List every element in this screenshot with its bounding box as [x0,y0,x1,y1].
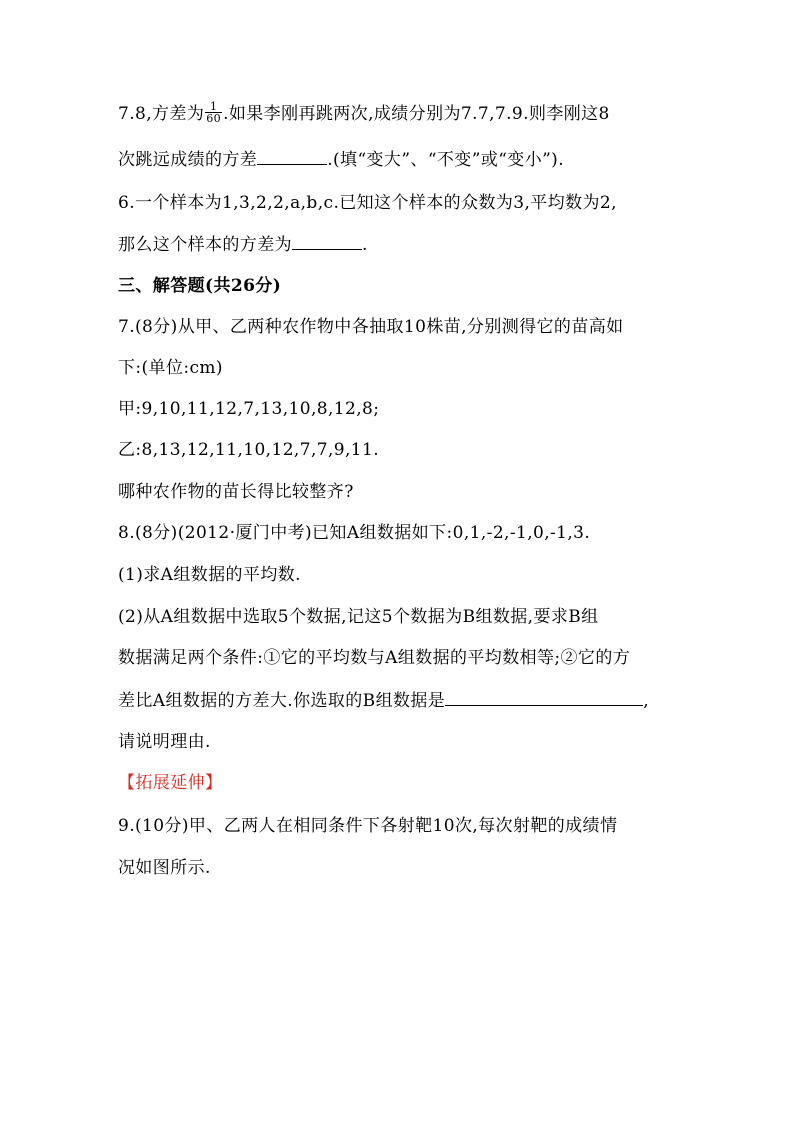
q9-line-1: 9.(10分)甲、乙两人在相同条件下各射靶10次,每次射靶的成绩情 [118,816,618,836]
q8-line-1: 8.(8分)(2012·厦门中考)已知A组数据如下:0,1,-2,-1,0,-1,3. [118,523,591,543]
q6-line-2 [118,233,368,256]
answer-blank-q5[interactable] [257,148,327,165]
q8-line-5 [118,689,649,712]
q7-line-2: 下:(单位:cm) [118,358,223,378]
q6-line2-suffix: . [362,235,368,255]
q7-line-3: 甲:9,10,11,12,7,13,10,8,12,8; [118,399,380,419]
q9-line-2: 况如图所示. [118,858,211,878]
q5-line-2 [118,148,564,171]
q5-line2-suffix: .(填“变大”、“不变”或“变小”). [327,150,565,170]
q8-line-2: (1)求A组数据的平均数. [118,565,301,585]
q7-line-5: 哪种农作物的苗长得比较整齐? [118,482,354,502]
fraction-numerator: 1 [205,101,222,113]
q7-line-1: 7.(8分)从甲、乙两种农作物中各抽取10株苗,分别测得它的苗高如 [118,317,624,337]
q5-line1-prefix: 7.8,方差为 [118,104,205,124]
q8-line5-prefix: 差比A组数据的方差大.你选取的B组数据是 [118,691,446,711]
q6-line-1: 6.一个样本为1,3,2,2,a,b,c.已知这个样本的众数为3,平均数为2, [118,193,617,213]
q8-line-4: 数据满足两个条件:①它的平均数与A组数据的平均数相等;②它的方 [118,648,631,668]
variance-fraction [205,101,222,124]
answer-blank-q6[interactable] [292,233,362,250]
extension-heading: 【拓展延伸】 [118,773,223,793]
q6-line2-prefix: 那么这个样本的方差为 [118,235,292,255]
q5-line-1 [118,100,610,126]
answer-blank-q8[interactable] [445,689,643,706]
q8-line-6: 请说明理由. [118,732,211,752]
q7-line-4: 乙:8,13,12,11,10,12,7,7,9,11. [118,440,380,460]
section-heading-answer-questions: 三、解答题(共26分) [118,276,282,296]
q8-line-3: (2)从A组数据中选取5个数据,记这5个数据为B组数据,要求B组 [118,607,599,627]
fraction-denominator: 60 [206,112,222,125]
q8-line5-suffix: , [643,691,649,711]
q5-line2-prefix: 次跳远成绩的方差 [118,150,258,170]
q5-line1-suffix: .如果李刚再跳两次,成绩分别为7.7,7.9.则李刚这8 [223,104,610,124]
